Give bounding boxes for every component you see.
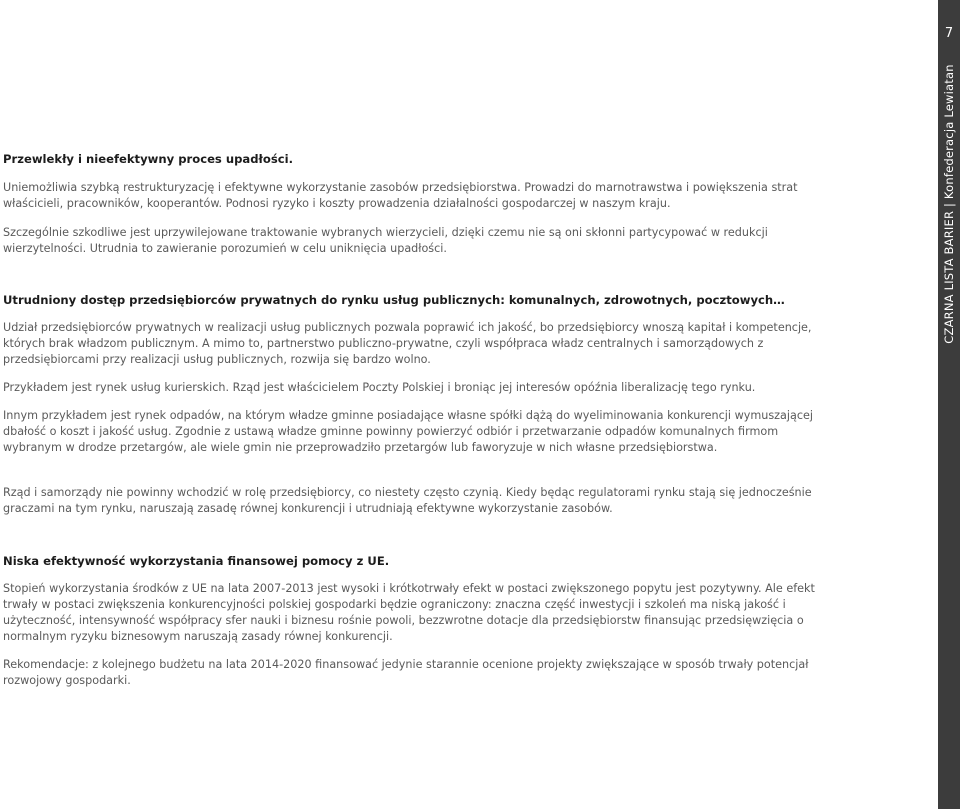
paragraph-public-services-1: Udział przedsiębiorców prywatnych w realizacji usług publicznych pozwala poprawić ich jakość, bo przedsiębiorcy wnoszą kapitał i kompetencje, których brak władzom publicznym. A mimo to, partnerstwo publiczno-prywatne, czyli współpraca władz centralnych i samorządowych z przedsiębiorcami przy realizacji usług publicznych, rozwija się bardzo wolno. bbox=[3, 321, 812, 366]
paragraph-bankruptcy-2: Szczególnie szkodliwe jest uprzywilejowane traktowanie wybranych wierzycieli, dzięki czemu nie są oni skłonni partycypować w redukcji wierzytelności. Utrudnia to zawieranie porozumień w celu uniknięcia upadłości. bbox=[3, 226, 768, 255]
paragraph-bankruptcy-1: Uniemożliwia szybką restrukturyzację i efektywne wykorzystanie zasobów przedsiębiorstwa. Prowadzi do marnotrawstwa i powiększenia strat właścicieli, pracowników, kooperantów. Podnosi ryzyko i koszty prowadzenia działalności gospodarczej w naszym kraju. bbox=[3, 181, 798, 210]
section-heading-eu-funds: Niska efektywność wykorzystania finansowej pomocy z UE. bbox=[3, 554, 390, 568]
section-heading-public-services: Utrudniony dostęp przedsiębiorców prywatnych do rynku usług publicznych: komunalnych, zdrowotnych, pocztowych… bbox=[3, 293, 785, 307]
paragraph-eu-funds-2: Rekomendacje: z kolejnego budżetu na lata 2014-2020 finansować jedynie starannie ocenione projekty zwiększające w sposób trwały potencjał rozwojowy gospodarki. bbox=[3, 658, 809, 687]
paragraph-public-services-4: Rząd i samorządy nie powinny wchodzić w rolę przedsiębiorcy, co niestety często czynią. Kiedy będąc regulatorami rynku stają się jednocześnie graczami na tym rynku, naruszają zasadę równej konkurencji i utrudniają efektywne wykorzystanie zasobów. bbox=[3, 486, 812, 515]
page-number: 7 bbox=[944, 26, 954, 41]
section-heading-bankruptcy: Przewlekły i nieefektywny proces upadłości. bbox=[3, 152, 293, 166]
paragraph-public-services-3: Innym przykładem jest rynek odpadów, na którym władze gminne posiadające własne spółki dążą do wyeliminowania konkurencji wymuszającej dbałość o koszt i jakość usług. Zgodnie z ustawą władze gminne powinny powierzyć odbiór i przetwarzanie odpadów komunalnych firmom wybranym w drodze przetargów, ale wiele gmin nie przeprowadziło przetargów lub faworyzuje w nich własne przedsiębiorstwa. bbox=[3, 409, 813, 454]
side-title: CZARNA LISTA BARIER | Konfederacja Lewiatan bbox=[942, 64, 956, 344]
paragraph-eu-funds-1: Stopień wykorzystania środków z UE na lata 2007-2013 jest wysoki i krótkotrwały efekt w postaci zwiększonego popytu jest pozytywny. Ale efekt trwały w postaci zwiększenia konkurencyjności polskiej gospodarki będzie ograniczony: znaczna część inwestycji i szkoleń ma niską jakość i użyteczność, intensywność współpracy sfer nauki i biznesu rośnie powoli, bezzwrotne dotacje dla przedsiębiorstw finansując przedsięwzięcia o normalnym ryzyku biznesowym naruszają zasady równej konkurencji. bbox=[3, 582, 815, 643]
side-band bbox=[938, 0, 960, 809]
paragraph-public-services-2: Przykładem jest rynek usług kurierskich. Rząd jest właścicielem Poczty Polskiej i broniąc jej interesów opóźnia liberalizację tego rynku. bbox=[3, 381, 756, 394]
